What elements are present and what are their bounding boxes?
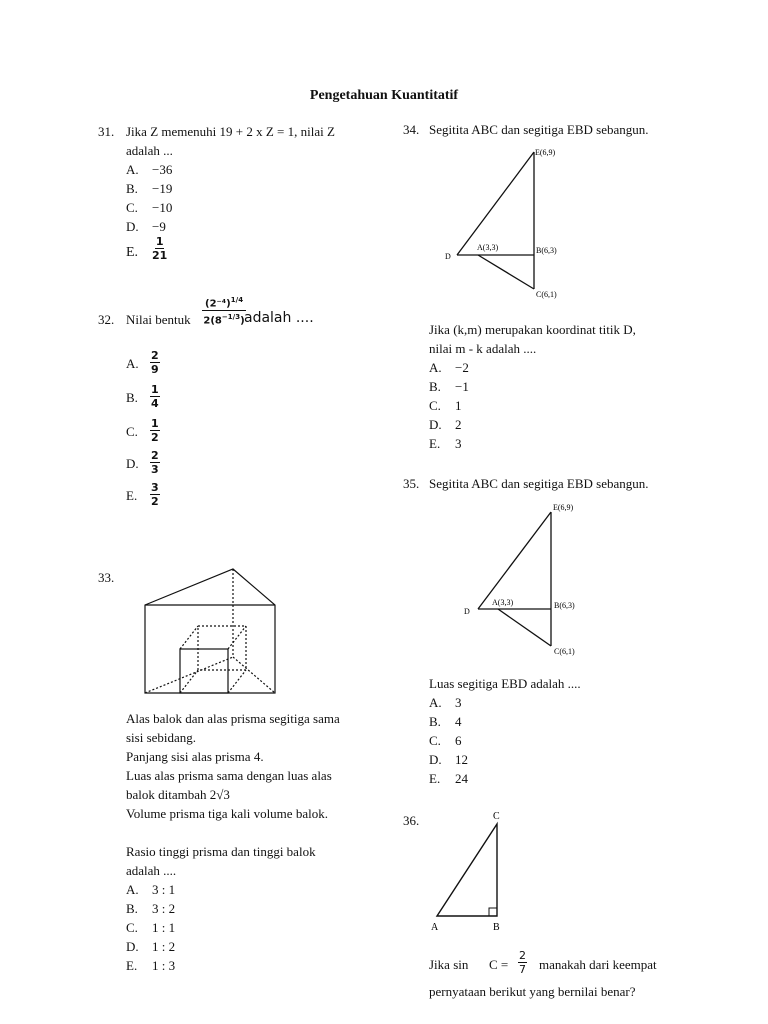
point-b-label: B(6,3) bbox=[554, 601, 575, 610]
option-c[interactable]: C. 1 bbox=[429, 398, 462, 413]
question-number: 31. bbox=[98, 124, 115, 139]
point-b-label: B bbox=[493, 922, 500, 933]
point-a-label: A(3,3) bbox=[492, 598, 514, 607]
option-b[interactable]: B. 3 : 2 bbox=[126, 901, 176, 916]
option-a[interactable]: A. 3 bbox=[429, 695, 462, 710]
point-c-label: C bbox=[493, 811, 500, 822]
question-34-text: Jika (k,m) merupakan koordinat titik D, nilai m - k adalah .... A. −2 B. −1 C. 1 D. 2 E. 3 bbox=[429, 320, 699, 453]
question-33-text: Alas balok dan alas prisma segitiga sama sisi sebidang. Panjang sisi alas prisma 4. Luas alas prisma sama dengan luas alas balok ditambah 2√3 Volume prisma tiga kali volume balok. Rasio tinggi prisma dan tinggi balok adalah .... A. 3 : 1 B. 3 : 2 C. 1 : 1 D. 1 : 2 E. 1 : 3 bbox=[126, 709, 386, 975]
triangle-figure bbox=[440, 144, 590, 304]
question-35-text: Luas segitiga EBD adalah .... A. 3 B. 4 C. 6 D. 12 E. 24 bbox=[429, 674, 699, 788]
option-b[interactable]: B. −1 bbox=[429, 379, 469, 394]
question-heading: Segitita ABC dan segitiga EBD sebangun. bbox=[429, 122, 649, 137]
option-a[interactable]: A. −2 bbox=[429, 360, 469, 375]
option-d[interactable]: D. 1 : 2 bbox=[126, 939, 176, 954]
expression: $(2^{-4})^{1/4}$ $2(8^{-1/3})$ bbox=[203, 296, 245, 327]
option-d[interactable]: D. −9 bbox=[126, 219, 166, 234]
fraction: $\frac{1}{21}$ bbox=[152, 235, 168, 262]
page-title: Pengetahuan Kuantitatif bbox=[309, 88, 459, 103]
question-text: Jika Z memenuhi 19 + 2 x Z = 1, nilai Z bbox=[126, 124, 335, 139]
point-c-label: C(6,1) bbox=[536, 290, 557, 299]
question-number: 36. bbox=[403, 813, 420, 828]
question-number: 33. bbox=[98, 570, 115, 585]
point-c-label: C(6,1) bbox=[554, 647, 575, 656]
question-text: adalah ... bbox=[126, 143, 173, 158]
option-e[interactable]: E. $\frac{1}{21}$ bbox=[126, 235, 168, 262]
option-d[interactable]: D. 2 bbox=[429, 417, 462, 432]
prism-box-figure bbox=[140, 565, 280, 700]
option-a[interactable]: A. −36 bbox=[126, 162, 173, 177]
point-a-label: A(3,3) bbox=[477, 243, 499, 252]
question-number: 34. bbox=[403, 122, 420, 137]
option-c[interactable]: C. −10 bbox=[126, 200, 173, 215]
question-31 bbox=[98, 122, 388, 266]
point-a-label: A bbox=[431, 922, 439, 933]
question-number: 35. bbox=[403, 476, 420, 491]
point-d-label: D bbox=[464, 607, 470, 616]
question-text: Nilai bentuk bbox=[126, 312, 191, 327]
option-a[interactable]: A. 3 : 1 bbox=[126, 882, 176, 897]
point-b-label: B(6,3) bbox=[536, 246, 557, 255]
point-e-label: E(6,9) bbox=[535, 148, 556, 157]
option-c[interactable]: C. 6 bbox=[429, 733, 462, 748]
point-d-label: D bbox=[445, 252, 451, 261]
question-heading: Segitita ABC dan segitiga EBD sebangun. bbox=[429, 476, 649, 491]
question-36-text: Jika sin C = $\frac{2}{7}$ manakah dari keempat pernyataan berikut yang bernilai benar? bbox=[429, 949, 657, 999]
option-e[interactable]: E. 3 bbox=[429, 436, 462, 451]
option-b[interactable]: B. 4 bbox=[429, 714, 462, 729]
option-d[interactable]: D. 12 bbox=[429, 752, 468, 767]
right-triangle-figure bbox=[425, 806, 515, 936]
option-e[interactable]: E. 24 bbox=[429, 771, 468, 786]
option-e[interactable]: E. 1 : 3 bbox=[126, 958, 176, 973]
triangle-figure bbox=[460, 500, 610, 660]
option-c[interactable]: C. 1 : 1 bbox=[126, 920, 176, 935]
question-text: adalah .... bbox=[244, 310, 314, 326]
question-number: 32. bbox=[98, 312, 115, 327]
point-e-label: E(6,9) bbox=[553, 503, 574, 512]
option-b[interactable]: B. −19 bbox=[126, 181, 173, 196]
